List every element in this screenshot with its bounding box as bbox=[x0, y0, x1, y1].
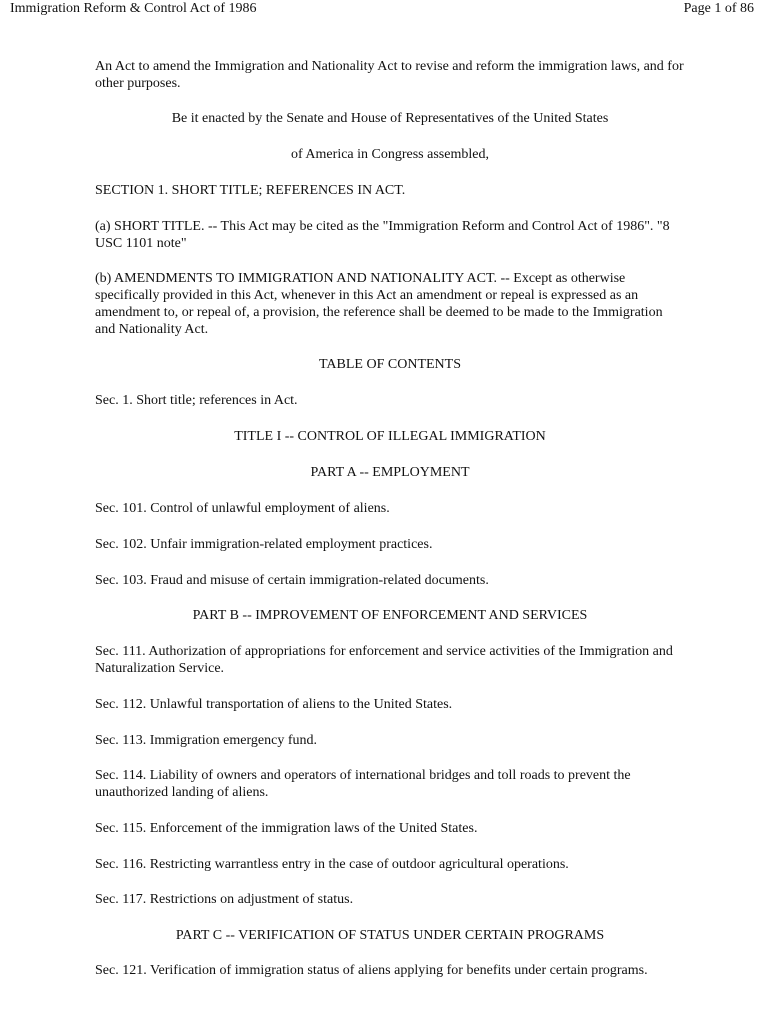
toc-entry: Sec. 121. Verification of immigration status of aliens applying for benefits under certain programs. bbox=[95, 963, 648, 978]
toc-entry: Sec. 113. Immigration emergency fund. bbox=[95, 733, 317, 748]
document-title: Immigration Reform & Control Act of 1986 bbox=[10, 1, 257, 16]
toc-entry: Sec. 117. Restrictions on adjustment of status. bbox=[95, 892, 354, 907]
toc-part-heading: PART A -- EMPLOYMENT bbox=[310, 465, 470, 480]
toc-entry: Sec. 1. Short title; references in Act. bbox=[95, 393, 298, 408]
toc-part-heading: PART C -- VERIFICATION OF STATUS UNDER CERTAIN PROGRAMS bbox=[175, 928, 605, 943]
enacting-clause-line-2: of America in Congress assembled, bbox=[291, 147, 489, 162]
toc-entry: Sec. 102. Unfair immigration-related employment practices. bbox=[95, 537, 433, 552]
enacting-clause-line-1: Be it enacted by the Senate and House of Representatives of the United States bbox=[171, 111, 609, 126]
page-number: Page 1 of 86 bbox=[683, 1, 754, 16]
toc-entry: Sec. 115. Enforcement of the immigration laws of the United States. bbox=[95, 821, 478, 836]
amendments-paragraph: (b) AMENDMENTS TO IMMIGRATION AND NATIONALITY ACT. -- Except as otherwise specifically provided in this Act, whenever in this Act an amendment or repeal is expressed as an amendment to, or repeal of, a provision, the reference shall be deemed to be made to the Immigration and Nationality Act. bbox=[95, 271, 663, 337]
section-heading: SECTION 1. SHORT TITLE; REFERENCES IN ACT. bbox=[95, 183, 406, 198]
toc-entry: Sec. 111. Authorization of appropriations for enforcement and service activities of the Immigration and Naturalization Service. bbox=[95, 644, 673, 676]
toc-heading: TABLE OF CONTENTS bbox=[319, 357, 461, 372]
toc-part-heading: PART B -- IMPROVEMENT OF ENFORCEMENT AND SERVICES bbox=[192, 608, 588, 623]
toc-entry: Sec. 103. Fraud and misuse of certain immigration-related documents. bbox=[95, 573, 489, 588]
toc-entry: Sec. 116. Restricting warrantless entry in the case of outdoor agricultural operations. bbox=[95, 857, 569, 872]
document-body bbox=[95, 58, 685, 979]
toc-title-heading: TITLE I -- CONTROL OF ILLEGAL IMMIGRATION bbox=[234, 429, 546, 444]
toc-entry: Sec. 112. Unlawful transportation of aliens to the United States. bbox=[95, 697, 453, 712]
toc-entry: Sec. 101. Control of unlawful employment of aliens. bbox=[95, 501, 390, 516]
act-preamble: An Act to amend the Immigration and Nationality Act to revise and reform the immigration laws, and for other purposes. bbox=[95, 59, 684, 91]
short-title-paragraph: (a) SHORT TITLE. -- This Act may be cited as the "Immigration Reform and Control Act of 1986". "8 USC 1101 note" bbox=[95, 219, 670, 251]
page-header bbox=[0, 0, 768, 24]
toc-entry: Sec. 114. Liability of owners and operators of international bridges and toll roads to prevent the unauthorized landing of aliens. bbox=[95, 768, 631, 800]
